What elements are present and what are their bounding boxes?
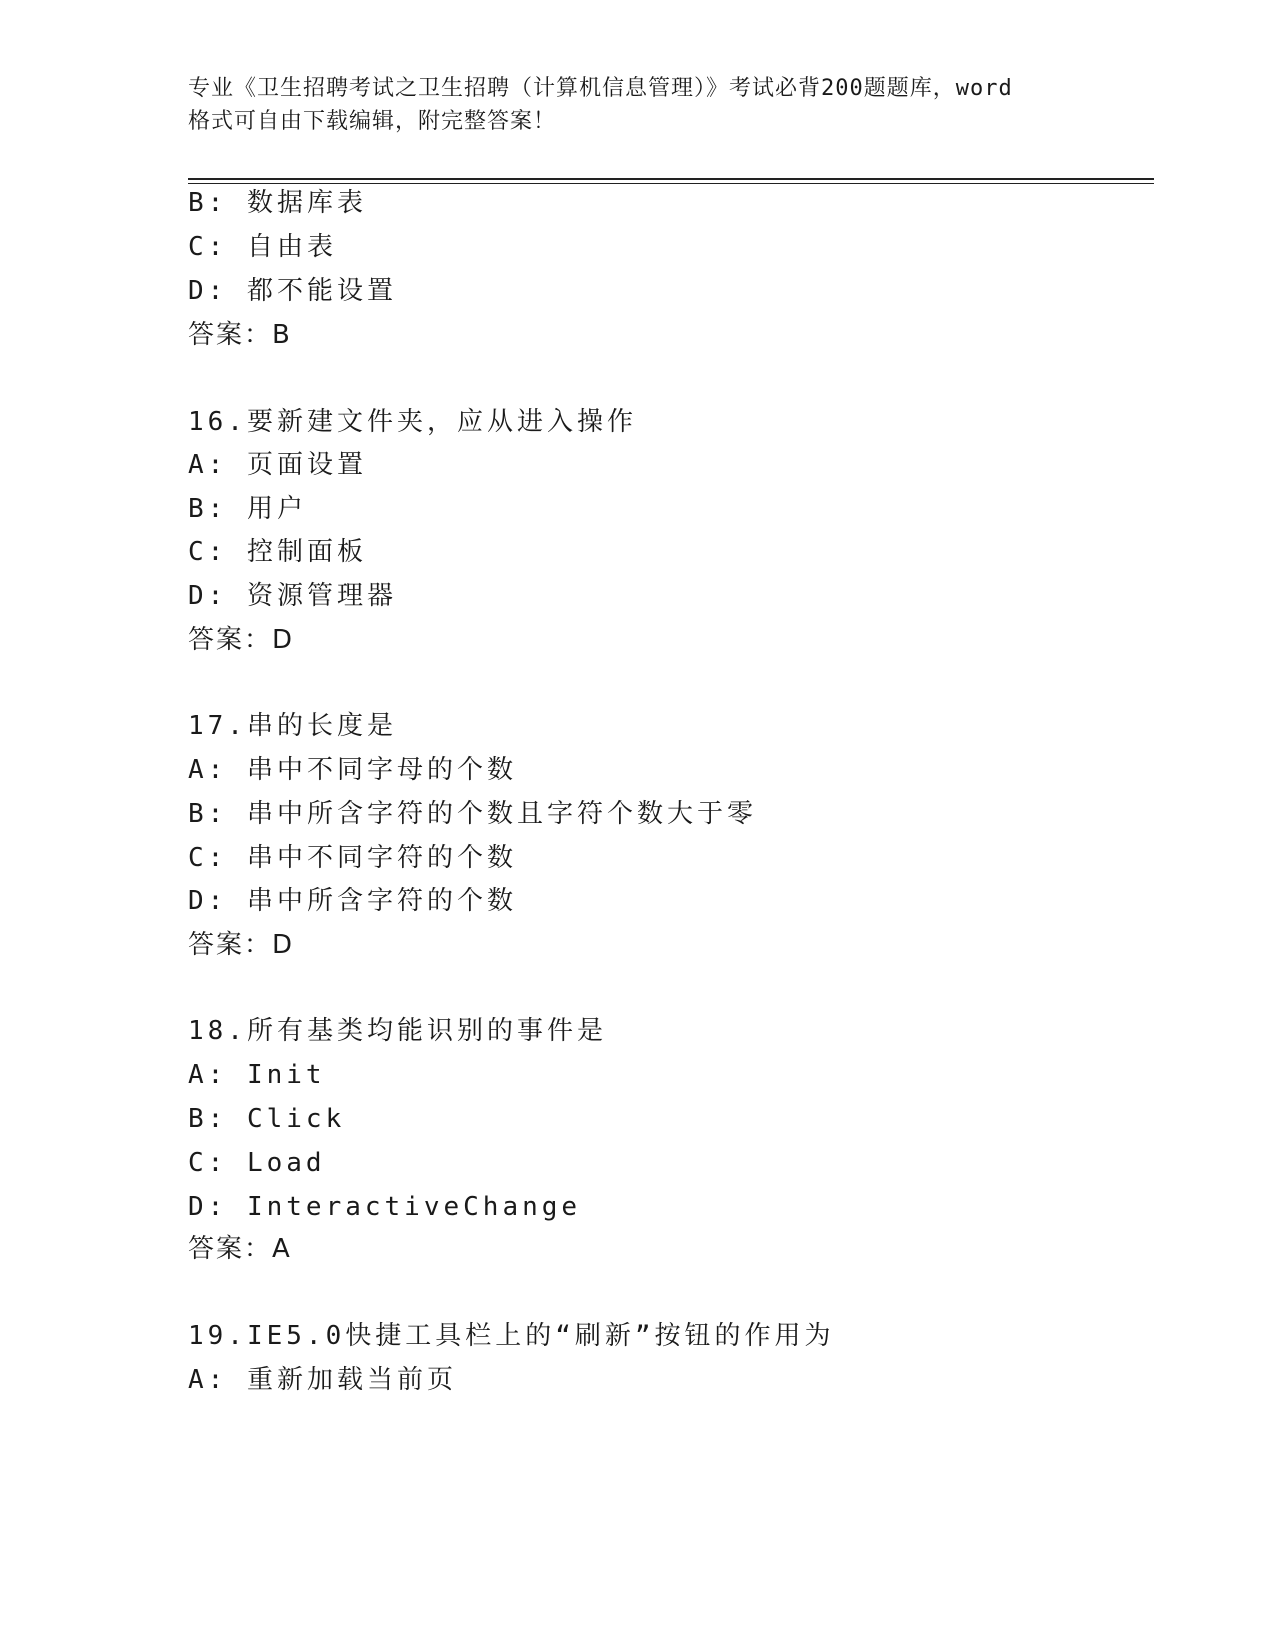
q18-option-a: A: Init [188,1060,326,1090]
q17-option-a: A: 串中不同字母的个数 [188,755,517,785]
q15-option-b: B: 数据库表 [188,188,367,218]
q18-option-c: C: Load [188,1148,326,1178]
q15-option-d: D: 都不能设置 [188,276,397,306]
q17-answer: 答案：D [188,930,295,960]
q16-question: 16.要新建文件夹，应从进入操作 [188,407,637,437]
q16-option-c: C: 控制面板 [188,537,367,567]
q16-answer: 答案：D [188,625,295,655]
q17-question: 17.串的长度是 [188,711,397,741]
q15-answer: 答案：B [188,320,292,350]
q17-option-c: C: 串中不同字符的个数 [188,843,517,873]
header-divider-thin [188,183,1154,184]
q19-question: 19.IE5.0快捷工具栏上的“刷新”按钮的作用为 [188,1321,835,1351]
document-header [188,72,1088,138]
q18-question: 18.所有基类均能识别的事件是 [188,1016,607,1046]
q16-option-d: D: 资源管理器 [188,581,397,611]
q15-option-c: C: 自由表 [188,232,337,262]
header-divider-thick [188,178,1154,180]
header-line-1: 专业《卫生招聘考试之卫生招聘（计算机信息管理）》考试必背200题题库，word [188,76,1013,101]
q18-option-d: D: InteractiveChange [188,1192,582,1222]
q19-option-a: A: 重新加载当前页 [188,1365,457,1395]
q16-option-b: B: 用户 [188,494,307,524]
q16-option-a: A: 页面设置 [188,450,367,480]
q17-option-b: B: 串中所含字符的个数且字符个数大于零 [188,799,757,829]
q18-answer: 答案：A [188,1234,292,1264]
q18-option-b: B: Click [188,1104,346,1134]
q17-option-d: D: 串中所含字符的个数 [188,886,517,916]
header-line-2: 格式可自由下载编辑，附完整答案！ [188,109,557,134]
